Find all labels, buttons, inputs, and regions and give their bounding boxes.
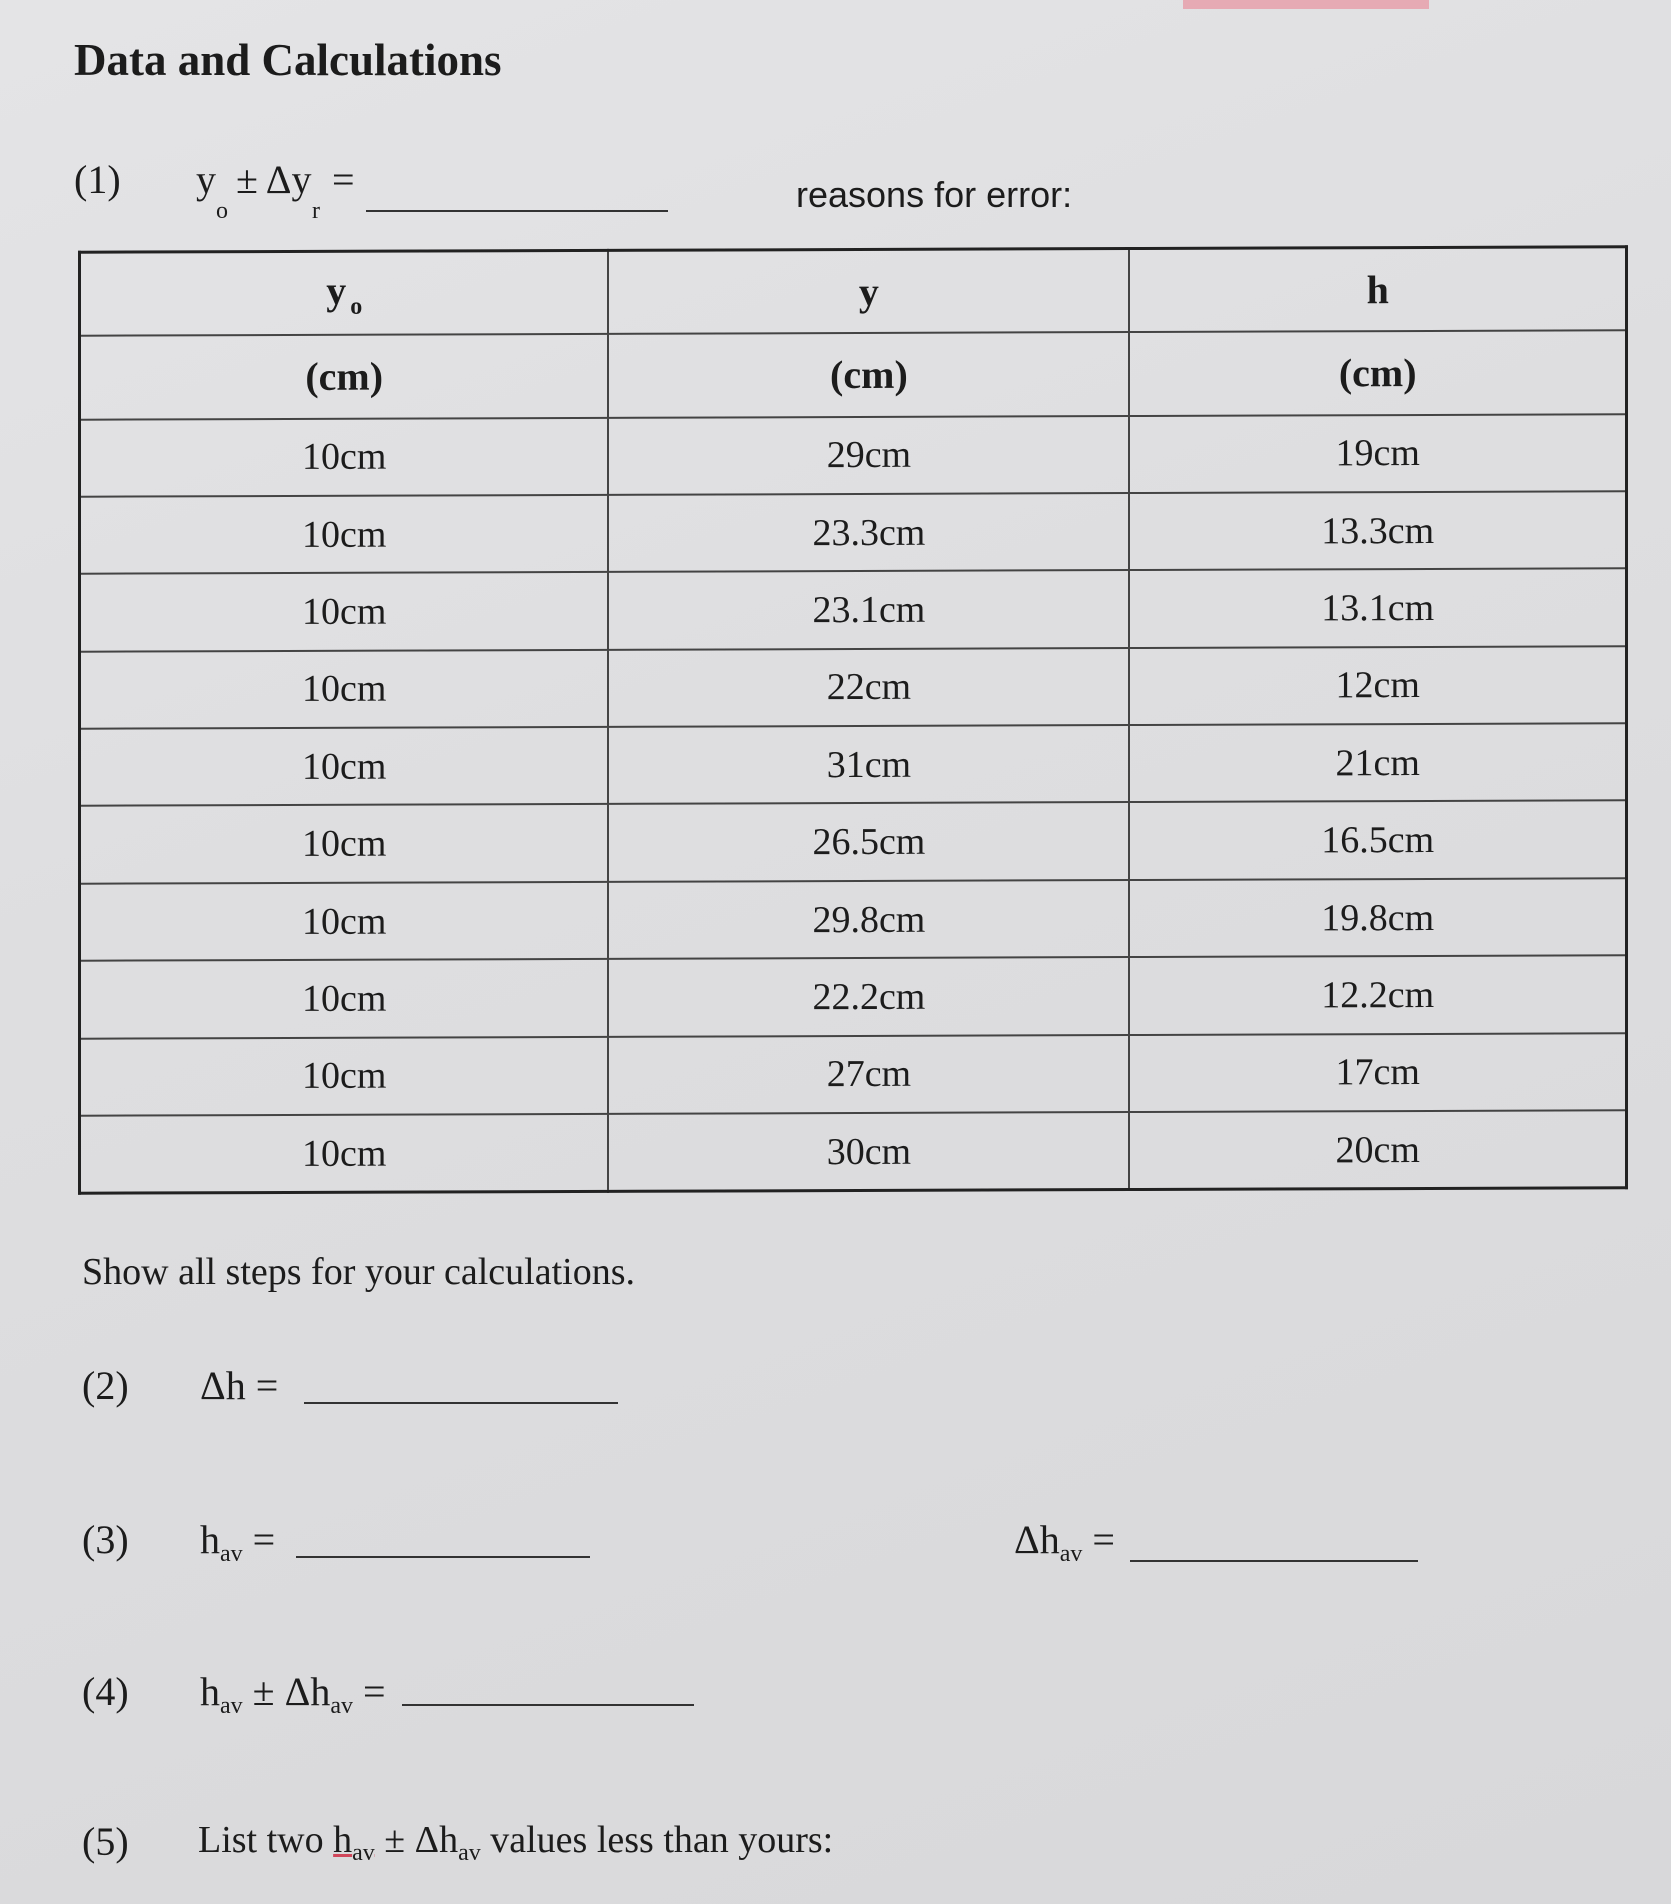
q3-dh: Δh — [1014, 1517, 1060, 1562]
cell-y0: 10cm — [80, 959, 609, 1038]
table-row — [80, 878, 1627, 961]
cell-y0: 10cm — [80, 495, 609, 574]
cell-h: 12cm — [1129, 646, 1626, 725]
q3-h: h — [200, 1517, 220, 1562]
header-h: h — [1129, 247, 1626, 332]
q4-pm: ± Δh — [252, 1669, 331, 1714]
table-header-row-units — [80, 330, 1627, 419]
q4-answer-blank[interactable] — [402, 1704, 694, 1706]
cell-h: 17cm — [1129, 1033, 1626, 1112]
cell-y: 22.2cm — [608, 957, 1129, 1036]
cell-y: 29.8cm — [608, 880, 1129, 959]
table-header-row-symbols — [80, 247, 1627, 336]
cell-h: 13.3cm — [1129, 491, 1626, 570]
q5-sub2-av: av — [458, 1840, 481, 1866]
q1-expression — [196, 156, 216, 203]
q1-y: y — [196, 157, 216, 202]
cell-y0: 10cm — [80, 804, 609, 883]
q4-sub-av: av — [220, 1693, 243, 1719]
q5-post: values less than yours: — [490, 1819, 834, 1861]
q1-answer-blank[interactable] — [366, 210, 668, 212]
q5-number: (5) — [82, 1819, 129, 1864]
cell-y: 23.1cm — [608, 570, 1129, 649]
q2-label: Δh = — [200, 1363, 279, 1408]
q3-hav-blank[interactable] — [296, 1556, 590, 1558]
q5-pm: ± Δh — [384, 1819, 459, 1861]
q3-sub-av: av — [220, 1541, 243, 1567]
cell-y0: 10cm — [80, 417, 609, 496]
table-row — [80, 414, 1627, 497]
q1-sub-o: o — [216, 198, 228, 224]
cell-h: 19cm — [1129, 414, 1626, 493]
cell-h: 12.2cm — [1129, 956, 1626, 1035]
header-y0: y $_o$ — [80, 250, 609, 335]
cell-h: 19.8cm — [1129, 878, 1626, 957]
cell-y0: 10cm — [80, 650, 609, 729]
q1-equals: = — [332, 157, 355, 202]
q3-sub2-av: av — [1059, 1541, 1083, 1567]
q3-number: (3) — [82, 1517, 129, 1562]
header-unit-y: (cm) — [608, 332, 1129, 417]
q2-number: (2) — [82, 1363, 129, 1408]
q4-eq: = — [363, 1669, 386, 1714]
header-unit-h: (cm) — [1129, 330, 1626, 415]
table-row — [80, 801, 1627, 884]
header-y: y — [608, 249, 1129, 334]
cell-y: 29cm — [608, 416, 1129, 495]
data-table — [78, 245, 1628, 1194]
header-unit-y0: (cm) — [80, 334, 609, 419]
q3-delta-hav-label — [1014, 1516, 1115, 1568]
q1-pm-delta-y: ± Δy — [236, 157, 312, 202]
cell-y0: 10cm — [80, 1114, 609, 1193]
q5-h: h — [333, 1819, 353, 1861]
cell-y0: 10cm — [80, 572, 609, 651]
q5-pre: List two — [198, 1819, 324, 1861]
cell-y: 23.3cm — [608, 493, 1129, 572]
q4-number: (4) — [82, 1669, 129, 1714]
instructions-text: Show all steps for your calculations. — [82, 1251, 636, 1293]
table-row — [80, 723, 1627, 806]
cell-h: 21cm — [1129, 723, 1626, 802]
q4-sub2-av: av — [330, 1693, 353, 1719]
cell-y0: 10cm — [80, 1036, 609, 1115]
cell-h: 13.1cm — [1129, 569, 1626, 648]
q3-delta-hav-blank[interactable] — [1130, 1560, 1418, 1562]
q5-h-underlined — [333, 1819, 375, 1866]
q5-sub-av: av — [352, 1840, 375, 1866]
q3-hav-label — [200, 1516, 275, 1568]
q4-label — [200, 1668, 386, 1720]
table-row — [80, 569, 1627, 652]
top-accent-bar — [1183, 0, 1429, 9]
cell-y0: 10cm — [80, 882, 609, 961]
table-row — [80, 1033, 1627, 1116]
table-row — [80, 491, 1627, 574]
cell-y0: 10cm — [80, 727, 609, 806]
q4-h: h — [200, 1669, 220, 1714]
cell-y: 31cm — [608, 725, 1129, 804]
cell-y: 27cm — [608, 1035, 1129, 1114]
table-row — [80, 956, 1627, 1039]
reasons-for-error-label: reasons for error: — [796, 174, 1073, 215]
q1-number: (1) — [74, 157, 121, 202]
cell-h: 16.5cm — [1129, 801, 1626, 880]
q3-eq: = — [252, 1517, 276, 1562]
cell-y: 26.5cm — [608, 802, 1129, 881]
q2-answer-blank[interactable] — [304, 1402, 618, 1404]
q1-sub-r: r — [312, 198, 320, 224]
q3-eq2: = — [1092, 1517, 1115, 1562]
cell-y: 30cm — [608, 1112, 1129, 1191]
table-row — [80, 1110, 1627, 1193]
q5-text — [198, 1818, 833, 1867]
cell-y: 22cm — [608, 648, 1129, 727]
cell-h: 20cm — [1129, 1110, 1626, 1189]
table-row — [80, 646, 1627, 729]
page-title: Data and Calculations — [74, 35, 502, 85]
